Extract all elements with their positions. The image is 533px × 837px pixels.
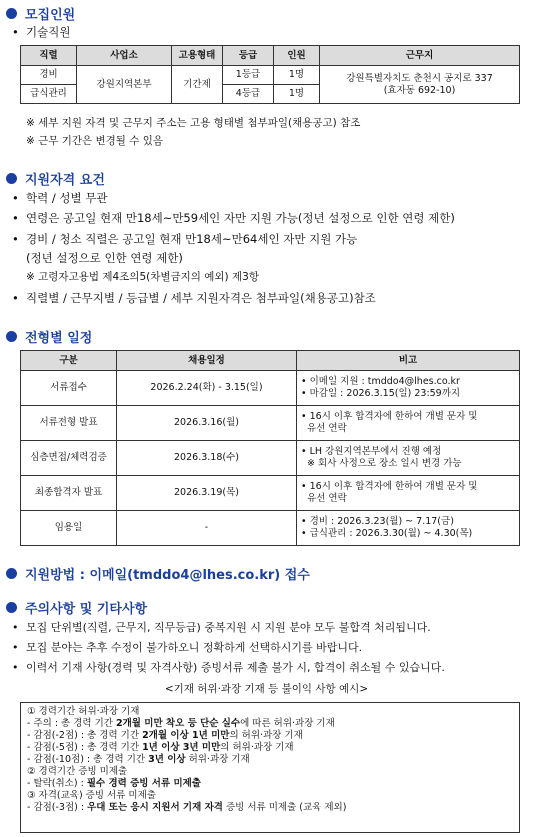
bullet-duplicate: • 모집 단위별(직렬, 근무지, 직무등급) 중복지원 시 지원 분야 모두 불합격 처리됩니다.	[12, 621, 431, 634]
cell-date: -	[117, 511, 297, 546]
bullet-dot-icon	[6, 173, 17, 184]
cell-date: 2026.3.16(월)	[117, 406, 297, 441]
th-date: 채용일정	[117, 351, 297, 371]
bullet-education: • 학력 / 성별 무관	[12, 191, 108, 205]
cell-remarks: • 이메일 지원 : tmddo4@lhes.co.kr • 마감일 : 2026.3.15(일) 23:59까지	[297, 371, 520, 406]
bullet-age: • 연령은 공고일 현재 만18세~만59세인 자만 지원 가능(정년 설정으로 인한 연령 제한)	[12, 211, 455, 225]
bullet-dot-icon	[6, 8, 17, 19]
cell-remarks: • LH 강원지역본부에서 진행 예정 ※ 회사 사정으로 장소 일시 변경 가능	[297, 441, 520, 476]
recruitment-table	[20, 45, 520, 104]
bullet-security-age: • 경비 / 청소 직렬은 공고일 현재 만18세~만64세인 자만 지원 가능	[12, 232, 358, 246]
cell-stage: 서류전형 발표	[21, 406, 117, 441]
cell-remarks: • 16시 이후 합격자에 한하여 개별 문자 및 유선 연락	[297, 406, 520, 441]
th-remarks: 비고	[297, 351, 520, 371]
box-heading-qualification: ③ 자격(교육) 증빙 서류 미제출	[27, 790, 156, 801]
cell-date: 2026.3.18(수)	[117, 441, 297, 476]
section-title-qualification: 지원자격 요건	[6, 169, 105, 188]
cell-stage: 최종합격자 발표	[21, 476, 117, 511]
cell-count: 1명	[274, 66, 320, 85]
cell-saeopso: 강원지역본부	[77, 66, 172, 104]
section-title-application: 지원방법 : 이메일(tmddo4@lhes.co.kr) 접수	[6, 564, 310, 583]
th-employment: 고용형태	[172, 46, 223, 66]
box-heading-career: ① 경력기간 허위·과장 기재	[27, 706, 140, 717]
th-count: 인원	[274, 46, 320, 66]
bullet-attachment: • 직렬별 / 근무지별 / 등급별 / 세부 지원자격은 첨부파일(채용공고)참조	[12, 291, 376, 305]
cell-stage: 심층면접/체력검증	[21, 441, 117, 476]
box-line: - 주의 : 총 경력 기간 2개월 미만 착오 등 단순 실수에 따른 허위·과장 기재	[27, 718, 335, 729]
th-workplace: 근무지	[320, 46, 520, 66]
box-heading-proof: ② 경력기간 증빙 미제출	[27, 766, 128, 777]
box-line: - 탈락(취소) : 필수 경력 증빙 서류 미제출	[27, 778, 201, 789]
cell-employment: 기간제	[172, 66, 223, 104]
section-title-schedule: 전형별 일정	[6, 327, 92, 346]
box-line: - 감점(-10점) : 총 경력 기간 3년 이상 허위·과장 기재	[27, 754, 250, 765]
bullet-no-edit: • 모집 분야는 추후 수정이 불가하오니 정확하게 선택하시기를 바랍니다.	[12, 641, 363, 654]
bullet-job-type: • 기술직원	[12, 25, 71, 39]
note-period: ※ 근무 기간은 변경될 수 있음	[26, 135, 164, 147]
cell-date: 2026.3.19(목)	[117, 476, 297, 511]
cell-grade: 1등급	[223, 66, 274, 85]
cell-stage: 임용일	[21, 511, 117, 546]
box-line: - 감점(-3점) : 우대 또는 응시 지원서 기재 자격 증빙 서류 미제출 (교육 제외)	[27, 802, 347, 813]
cell-date: 2026.2.24(화) - 3.15(일)	[117, 371, 297, 406]
bullet-dot-icon	[6, 602, 17, 613]
note-law: ※ 고령자고용법 제4조의5(차별금지의 예외) 제3항	[26, 271, 259, 283]
box-line: - 감점(-5점) : 총 경력 기간 1년 이상 3년 미만의 허위·과장 기재	[27, 742, 294, 753]
cell-jikryeol: 급식관리	[21, 85, 77, 104]
bullet-dot-icon	[6, 568, 17, 579]
th-stage: 구분	[21, 351, 117, 371]
section-title-recruitment: 모집인원	[6, 4, 75, 23]
cell-count: 1명	[274, 85, 320, 104]
cell-stage: 서류접수	[21, 371, 117, 406]
th-jikryeol: 직렬	[21, 46, 77, 66]
cell-remarks: • 16시 이후 합격자에 한하여 개별 문자 및 유선 연락	[297, 476, 520, 511]
section-title-notes: 주의사항 및 기타사항	[6, 598, 147, 617]
bullet-dot-icon	[6, 331, 17, 342]
cell-remarks: • 경비 : 2026.3.23(월) ~ 7.17(금) • 급식관리 : 2026.3.30(월) ~ 4.30(목)	[297, 511, 520, 546]
cell-workplace: 강원특별자치도 춘천시 공지로 337 (효자동 692-10)	[320, 66, 520, 104]
cell-jikryeol: 경비	[21, 66, 77, 85]
cell-grade: 4등급	[223, 85, 274, 104]
note-attachment: ※ 세부 지원 자격 및 근무지 주소는 고용 형태별 첨부파일(채용공고) 참조	[26, 117, 361, 129]
th-saeopso: 사업소	[77, 46, 172, 66]
penalty-examples-box	[20, 702, 520, 833]
schedule-table	[20, 350, 520, 546]
text-retirement-note: (정년 설정으로 인한 연령 제한)	[26, 251, 183, 265]
th-grade: 등급	[223, 46, 274, 66]
box-line: - 감점(-2점) : 총 경력 기간 2개월 이상 1년 미만의 허위·과장 기재	[27, 730, 303, 741]
bullet-cancel: • 이력서 기재 사항(경력 및 자격사항) 증빙서류 제출 불가 시, 합격이 취소될 수 있습니다.	[12, 661, 445, 674]
examples-heading: <기재 허위·과장 기재 등 불이익 사항 예시>	[164, 683, 369, 695]
